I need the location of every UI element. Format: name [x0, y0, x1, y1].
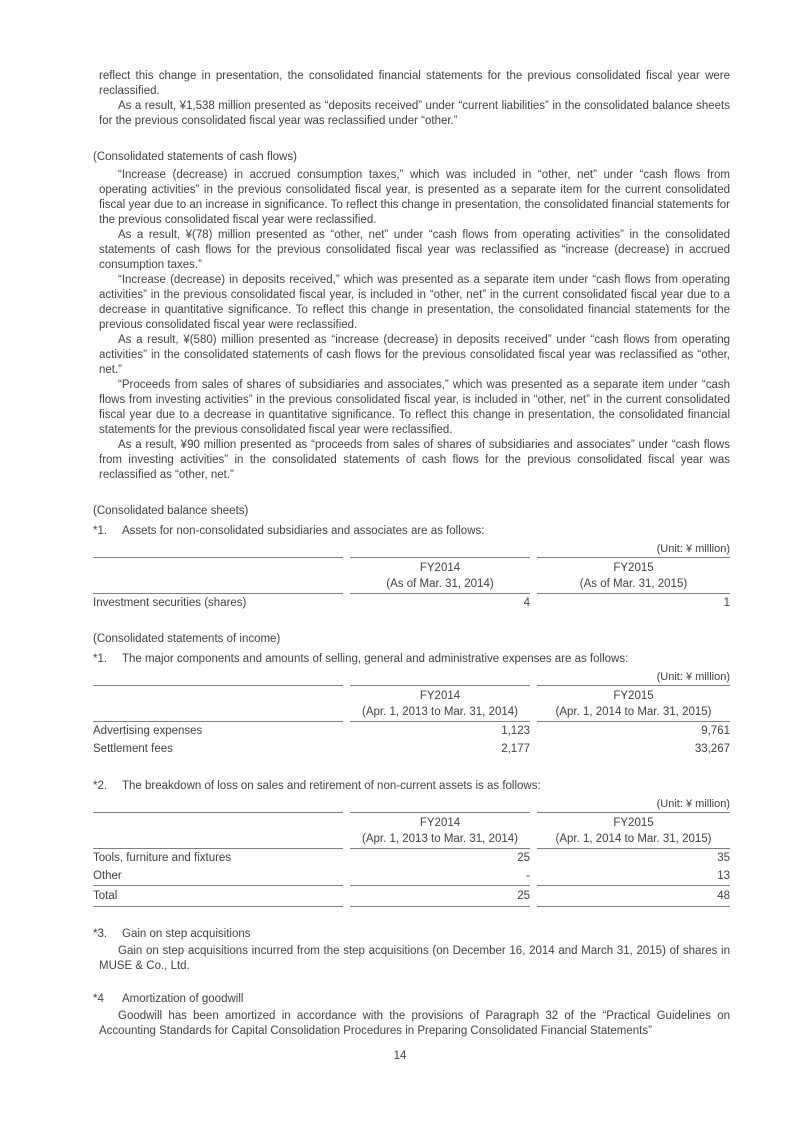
empty-header-cell — [93, 685, 343, 704]
fy2014-header: FY2014 — [350, 685, 530, 704]
section-heading-balance-sheets: (Consolidated balance sheets) — [93, 505, 249, 517]
fy2015-header: FY2015 — [537, 812, 730, 831]
table-subheader-row — [93, 831, 730, 849]
unit-label: (Unit: ¥ million) — [656, 543, 730, 555]
note-item — [93, 652, 730, 667]
note-text: Assets for non-consolidated subsidiaries and associates are as follows: — [122, 525, 485, 537]
paragraph: “Proceeds from sales of shares of subsidiaries and associates,” which was presented as a separate item under “cash flows from investing activities” in the previous consolidated fiscal year, is included in “other, net” in the current consolidated fiscal year due to a decrease in quantitative significance. To reflect this change in presentation, the consolidated financial statements for the previous consolidated fiscal year were reclassified. — [99, 379, 730, 436]
fy2015-subheader: (As of Mar. 31, 2015) — [537, 576, 730, 594]
paragraph: As a result, ¥(580) million presented as “increase (decrease) in deposits received” under “cash flows from operating activities” in the consolidated statements of cash flows for the previous consolidated fiscal year was reclassified as “other, net.” — [99, 334, 730, 376]
table-header-row — [93, 685, 730, 704]
paragraph: As a result, ¥90 million presented as “proceeds from sales of shares of subsidiaries and associates” under “cash flows from investing activities” in the consolidated statements of cash flows for the previous consolidated fiscal year was reclassified as “other, net.” — [99, 439, 730, 481]
table-subheader-row — [93, 704, 730, 722]
row-label: Advertising expenses — [93, 725, 203, 737]
note-item — [93, 524, 730, 539]
note-marker: *1. — [93, 525, 108, 537]
note-item — [93, 927, 730, 942]
paragraph: Goodwill has been amortized in accordance with the provisions of Paragraph 32 of the “Practical Guidelines on Accounting Standards for Capital Consolidation Procedures in Preparing Consolidated Financial Statements” — [99, 1010, 730, 1037]
sga-expenses-table — [86, 685, 737, 758]
fy2015-subheader: (Apr. 1, 2014 to Mar. 31, 2015) — [537, 831, 730, 849]
fy2015-value: 33,267 — [694, 743, 730, 755]
empty-header-cell — [93, 704, 343, 722]
fy2014-value: - — [526, 870, 530, 882]
note-item — [93, 992, 730, 1007]
table-row — [93, 849, 730, 867]
fy2015-subheader: (Apr. 1, 2014 to Mar. 31, 2015) — [537, 704, 730, 722]
table-row — [93, 722, 730, 740]
table-row — [93, 740, 730, 758]
unit-label: (Unit: ¥ million) — [656, 671, 730, 683]
note-marker: *2. — [93, 780, 108, 792]
empty-header-cell — [93, 576, 343, 594]
fy2014-value: 1,123 — [501, 725, 530, 737]
balance-sheet-table — [86, 557, 737, 612]
table-row — [93, 867, 730, 885]
paragraph: As a result, ¥(78) million presented as “other, net” under “cash flows from operating activities” in the consolidated statements of cash flows for the previous consolidated fiscal year was reclassified as “increase (decrease) in accrued consumption taxes.” — [99, 229, 730, 271]
fy2015-value: 1 — [723, 597, 730, 609]
note-title: Amortization of goodwill — [122, 993, 244, 1005]
unit-label: (Unit: ¥ million) — [656, 798, 730, 810]
fy2015-value: 48 — [537, 885, 730, 907]
table-subheader-row — [93, 576, 730, 594]
paragraph: Gain on step acquisitions incurred from the step acquisitions (on December 16, 2014 and March 31, 2015) of shares in MUSE & Co., Ltd. — [99, 945, 730, 972]
note-title: Gain on step acquisitions — [122, 928, 251, 940]
note-item — [93, 779, 730, 794]
fy2014-value: 25 — [350, 885, 530, 907]
fy2015-header: FY2015 — [537, 685, 730, 704]
fy2014-subheader: (Apr. 1, 2013 to Mar. 31, 2014) — [350, 831, 530, 849]
paragraph: “Increase (decrease) in deposits received,” which was presented as a separate item under “cash flows from operating activities” in the previous consolidated fiscal year, is included in “other, net” in the current consolidated fiscal year due to a decrease in quantitative significance. To reflect this change in presentation, the consolidated financial statements for the previous consolidated fiscal year were reclassified. — [99, 274, 730, 331]
empty-header-cell — [93, 831, 343, 849]
note-text: The breakdown of loss on sales and retirement of non-current assets is as follows: — [122, 780, 541, 792]
table-row — [93, 594, 730, 612]
note-marker: *4 — [93, 993, 104, 1005]
table-header-row — [93, 557, 730, 576]
note-text: The major components and amounts of selling, general and administrative expenses are as follows: — [122, 653, 629, 665]
note-marker: *1. — [93, 653, 108, 665]
note-marker: *3. — [93, 928, 108, 940]
row-label: Tools, furniture and fixtures — [93, 852, 232, 864]
row-label: Settlement fees — [93, 743, 173, 755]
row-label: Investment securities (shares) — [93, 597, 247, 609]
fy2014-header: FY2014 — [350, 812, 530, 831]
fy2015-value: 35 — [717, 852, 730, 864]
paragraph: “Increase (decrease) in accrued consumption taxes,” which was included in “other, net” under “cash flows from operating activities” in the previous consolidated fiscal year, is presented as a separate item for the current consolidated fiscal year due to an increase in significance. To reflect this change in presentation, the consolidated financial statements for the previous consolidated fiscal year were reclassified. — [99, 169, 730, 226]
fy2014-value: 2,177 — [501, 743, 530, 755]
paragraph: As a result, ¥1,538 million presented as “deposits received” under “current liabilities” in the consolidated balance sheets for the previous consolidated fiscal year was reclassified under “other.” — [99, 100, 730, 127]
fy2015-header: FY2015 — [537, 557, 730, 576]
row-label: Total — [93, 885, 343, 907]
fy2015-value: 9,761 — [701, 725, 730, 737]
fy2014-value: 4 — [523, 597, 530, 609]
fy2014-subheader: (Apr. 1, 2013 to Mar. 31, 2014) — [350, 704, 530, 722]
empty-header-cell — [93, 557, 343, 576]
paragraph: reflect this change in presentation, the consolidated financial statements for the previous consolidated fiscal year were reclassified. — [99, 70, 730, 97]
fy2014-header: FY2014 — [350, 557, 530, 576]
fy2014-value: 25 — [517, 852, 530, 864]
fy2015-value: 13 — [717, 870, 730, 882]
table-total-row — [93, 885, 730, 907]
empty-header-cell — [93, 812, 343, 831]
table-header-row — [93, 812, 730, 831]
row-label: Other — [93, 870, 122, 882]
section-heading-cash-flows: (Consolidated statements of cash flows) — [93, 151, 297, 163]
fy2014-subheader: (As of Mar. 31, 2014) — [350, 576, 530, 594]
page-number: 14 — [393, 1050, 407, 1062]
asset-loss-table — [86, 812, 737, 907]
section-heading-income: (Consolidated statements of income) — [93, 633, 281, 645]
